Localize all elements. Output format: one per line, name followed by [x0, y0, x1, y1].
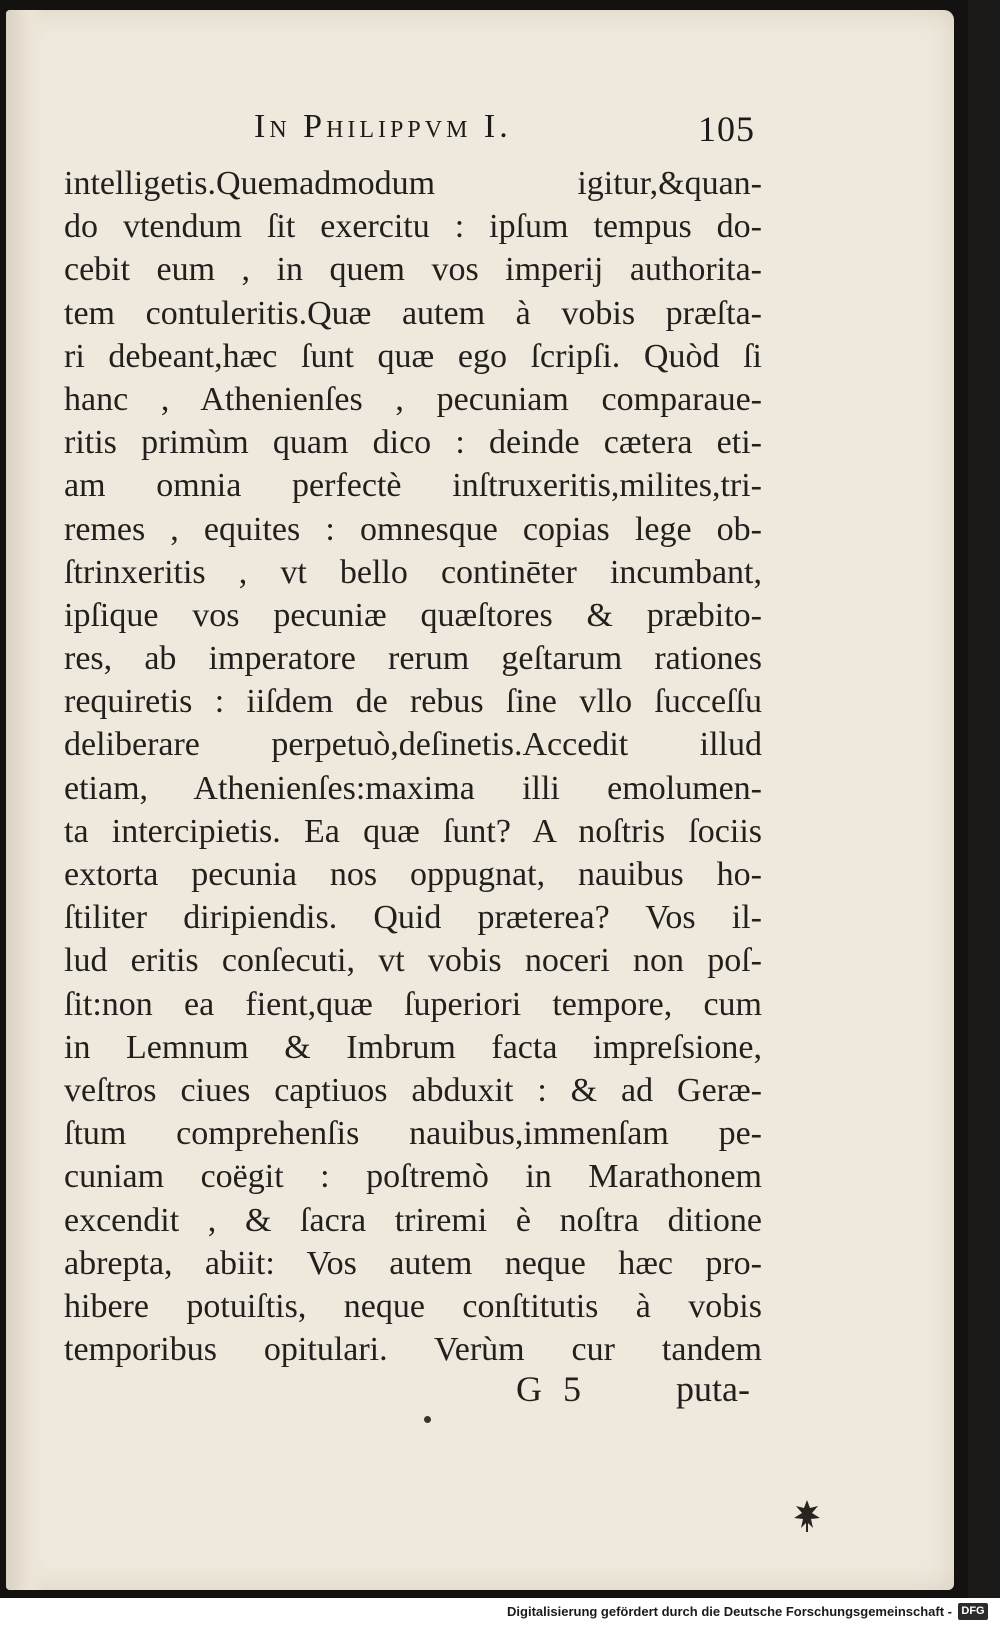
text-line: temporibus opitulari. Verùm cur tandem: [64, 1331, 762, 1369]
text-line: tem contuleritis.Quæ autem à vobis præſta-: [64, 294, 762, 332]
text-line: hanc , Athenienſes , pecuniam comparaue-: [64, 380, 762, 418]
text-line: cuniam coëgit : poſtremò in Marathonem: [64, 1158, 762, 1196]
text-line: lud eritis conſecuti, vt vobis noceri non poſ-: [64, 942, 762, 980]
text-line: ipſique vos pecuniæ quæſtores & præbito-: [64, 596, 762, 634]
dfg-logo: DFG: [958, 1603, 988, 1620]
text-line: ta intercipietis. Ea quæ ſunt? A noſtris ſociis: [64, 812, 762, 850]
signature-line: [6, 1368, 954, 1412]
text-line: extorta pecunia nos oppugnat, nauibus ho-: [64, 856, 762, 893]
text-line: in Lemnum & Imbrum facta impreſsione,: [64, 1028, 762, 1066]
running-head: [6, 108, 954, 158]
text-line: ritis primùm quam dico : deinde cætera eti-: [64, 424, 762, 462]
text-line: hibere potuiſtis, neque conſtitutis à vobis: [64, 1287, 762, 1325]
footer-bar: [0, 1598, 1000, 1627]
text-line: abrepta, abiit: Vos autem neque hæc pro-: [64, 1244, 762, 1282]
text-line: requiretis : iiſdem de rebus ſine vllo ſucceſſu: [64, 683, 762, 721]
text-line: ſtrinxeritis , vt bello continēter incumbant,: [64, 553, 762, 591]
text-line: res, ab imperatore rerum geſtarum rationes: [64, 640, 762, 678]
text-line: remes , equites : omnesque copias lege ob-: [64, 510, 762, 548]
text-line: excendit , & ſacra triremi è noſtra ditione: [64, 1201, 762, 1239]
text-line: veſtros ciues captiuos abduxit : & ad Geræ-: [64, 1071, 762, 1109]
book-page: [6, 10, 954, 1590]
catchword: puta-: [676, 1369, 750, 1409]
text-line: am omnia perfectè inſtruxeritis,milites,tri-: [64, 467, 762, 505]
page-gutter-edge: [6, 10, 46, 1590]
text-line: ſtum comprehenſis nauibus,immenſam pe-: [64, 1115, 762, 1153]
running-title: In Philippvm I.: [254, 108, 512, 145]
text-line: etiam, Athenienſes:maxima illi emolumen-: [64, 769, 762, 807]
page-number: 105: [698, 109, 755, 149]
text-line: do vtendum ſit exercitu : ipſum tempus do-: [64, 208, 762, 246]
text-line: ri debeant,hæc ſunt quæ ego ſcripſi. Quòd ſi: [64, 337, 762, 375]
text-line: intelligetis.Quemadmodum igitur,&quan-: [64, 165, 762, 202]
signature-mark: G 5: [516, 1369, 587, 1409]
text-line: deliberare perpetuò,deſinetis.Accedit illud: [64, 726, 762, 764]
text-line: cebit eum , in quem vos imperij authorita-: [64, 251, 762, 289]
funding-note: Digitalisierung gefördert durch die Deutsche Forschungsgemeinschaft -: [507, 1604, 952, 1619]
ink-dot: [424, 1416, 431, 1423]
body-text: [64, 162, 762, 1371]
text-line: ſit:non ea fient,quæ ſuperiori tempore, cum: [64, 985, 762, 1023]
ornament-icon: [792, 1498, 822, 1534]
text-line: ſtiliter diripiendis. Quid præterea? Vos il-: [64, 899, 762, 937]
